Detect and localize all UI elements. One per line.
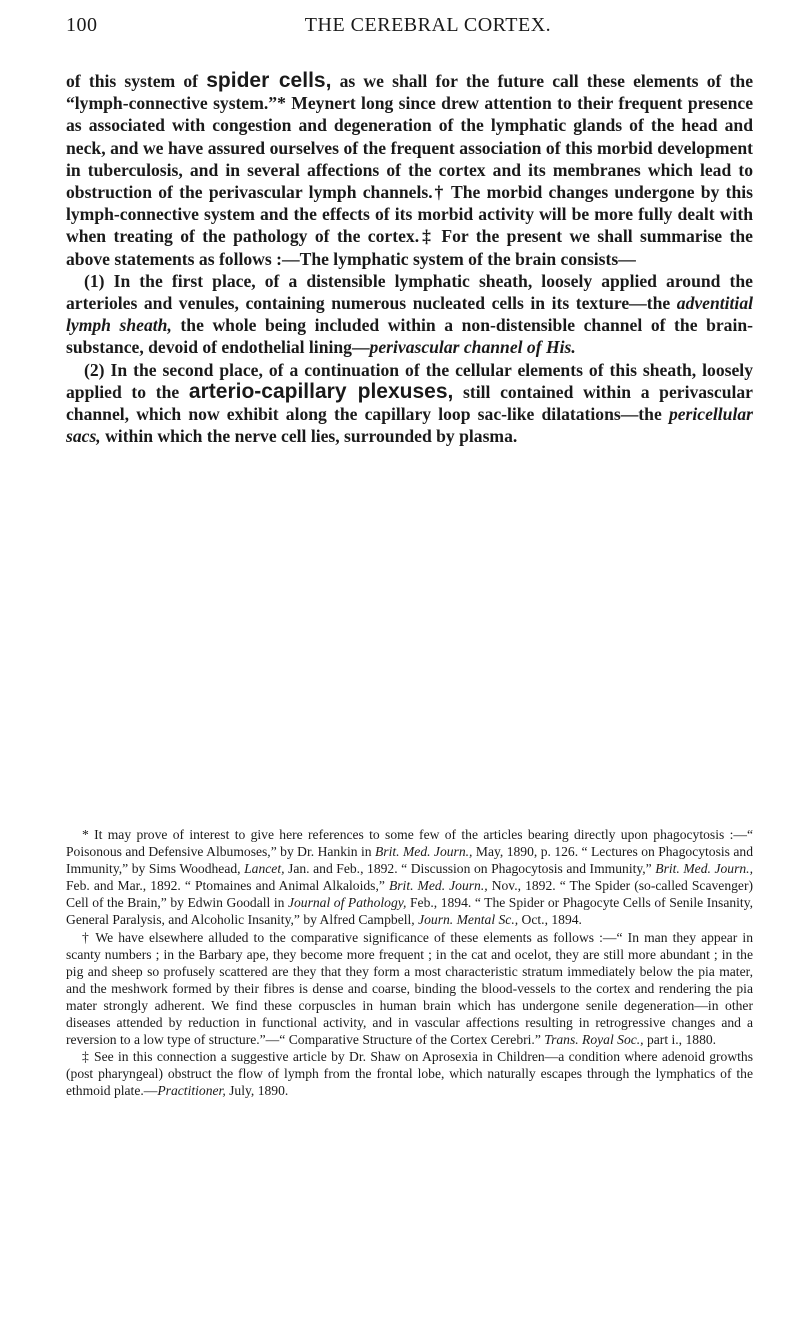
paragraph-second-place: [66, 359, 753, 448]
paragraph-spider-cells: [66, 70, 753, 270]
text-run: Feb. and Mar., 1892. “ Ptomaines and Animal Alkaloids,”: [66, 878, 389, 894]
journal-title: Trans. Royal Soc.,: [544, 1032, 644, 1048]
journal-title: Practitioner,: [157, 1083, 226, 1099]
text-run: † We have elsewhere alluded to the comparative significance of these elements as follows :—“ In man they appear in scanty numbers ; in the Barbary ape, they become more frequent ; in the cat and ocelot, they are still more abundant ; in the pig and sheep so profusely scattered are they that they form a most characteristic stratum immediately below the pia mater, and the meshwork formed by their fibres is dense and coarse, binding the blood-vessels to the cortex and rendering the pia mater strongly adherent. We find these corpuscles in human brain which has undergone senile degeneration—in other diseases attended by reduction in functional activity, and in vascular affections resulting in retrogressive changes and a reversion to a low type of structure.”—“ Comparative Structure of the Cortex Cerebri.”: [66, 929, 753, 1048]
main-text: [66, 70, 753, 447]
text-run: still contained within a perivascular channel, which now exhibit along the capillary loop sac-like dilatations—the: [66, 381, 753, 425]
footnote-dagger: [66, 929, 753, 1049]
text-run: part i., 1880.: [643, 1032, 717, 1048]
page-number: 100: [66, 14, 98, 36]
text-run: July, 1890.: [225, 1083, 289, 1099]
footnote-double-dagger: [66, 1048, 753, 1099]
italic-term-perivascular-channel: perivascular channel of His.: [369, 337, 576, 358]
text-run: Nov., 1892. “ The Spider (so-called Scavenger) Cell of the Brain,” by Edwin Goodall in: [66, 878, 754, 911]
text-run: Oct., 1894.: [518, 912, 582, 928]
text-run: (2) In the second place, of a continuation of the cellular elements of this sheath, loosely applied to the: [66, 359, 753, 402]
text-run: May, 1890, p. 126. “ Lectures on Phagocytosis and Immunity,” by Sims Woodhead,: [66, 844, 753, 877]
text-run: (1) In the first place, of a distensible lymphatic sheath, loosely applied around the arterioles and venules, containing numerous nucleated cells in its texture—the: [66, 270, 753, 314]
key-term-arterio-capillary: arterio-capillary plexuses,: [188, 379, 454, 403]
text-run: the whole being included within a non-distensible channel of the brain-substance, devoid of endothelial lining—: [66, 315, 754, 358]
journal-title: Brit. Med. Journ.,: [655, 861, 753, 877]
text-run: * It may prove of interest to give here references to some few of the articles bearing directly upon phagocytosis :—“ Poisonous and Defensive Albumoses,” by Dr. Hankin in: [66, 827, 753, 860]
running-head: [66, 14, 750, 42]
running-title: THE CEREBRAL CORTEX.: [304, 14, 552, 36]
text-run: as we shall for the future call these elements of the “lymph-connective system.”* Meynert long since drew attention to their frequent presence as associated with congestion and degeneration of the lymphatic glands of the head and neck, and we have assured ourselves of the frequent association of this morbid development in tuberculosis, and in several affections of the cortex and its membranes which lead to obstruction of the perivascular lymph channels.† The morbid changes undergone by this lymph-connective system and the effects of its morbid activity will be more fully dealt with when treating of the pathology of the cortex.‡ For the present we shall summarise the above statements as follows :—The lymphatic system of the brain consists—: [66, 71, 753, 269]
text-run: ‡ See in this connection a suggestive article by Dr. Shaw on Aprosexia in Children—a condition where adenoid growths (post pharyngeal) obstruct the flow of lymph from the frontal lobe, which naturally escapes through the lymphatics of the ethmoid plate.—: [66, 1049, 753, 1099]
key-term-spider-cells: spider cells,: [206, 69, 332, 92]
footnote-asterisk: [66, 826, 753, 929]
journal-title: Journ. Mental Sc.,: [418, 912, 519, 928]
journal-title: Brit. Med. Journ.,: [375, 844, 473, 860]
footnotes: [66, 826, 753, 1100]
italic-term-adventitial-lymph-sheath: adventitial lymph sheath,: [66, 293, 753, 336]
text-run: Feb., 1894. “ The Spider or Phagocyte Cells of Senile Insanity, General Paralysis, and Alcoholic Insanity,” by Alfred Campbell,: [66, 895, 754, 928]
journal-title: Journal of Pathology,: [287, 895, 407, 911]
journal-title: Lancet,: [244, 861, 285, 877]
text-run: Jan. and Feb., 1892. “ Discussion on Phagocytosis and Immunity,”: [284, 861, 656, 877]
italic-term-pericellular-sacs: pericellular sacs,: [66, 404, 753, 447]
journal-title: Brit. Med. Journ.,: [388, 878, 488, 894]
paragraph-first-place: [66, 270, 753, 359]
text-run: within which the nerve cell lies, surrounded by plasma.: [100, 426, 518, 447]
text-run: of this system of: [66, 71, 207, 91]
